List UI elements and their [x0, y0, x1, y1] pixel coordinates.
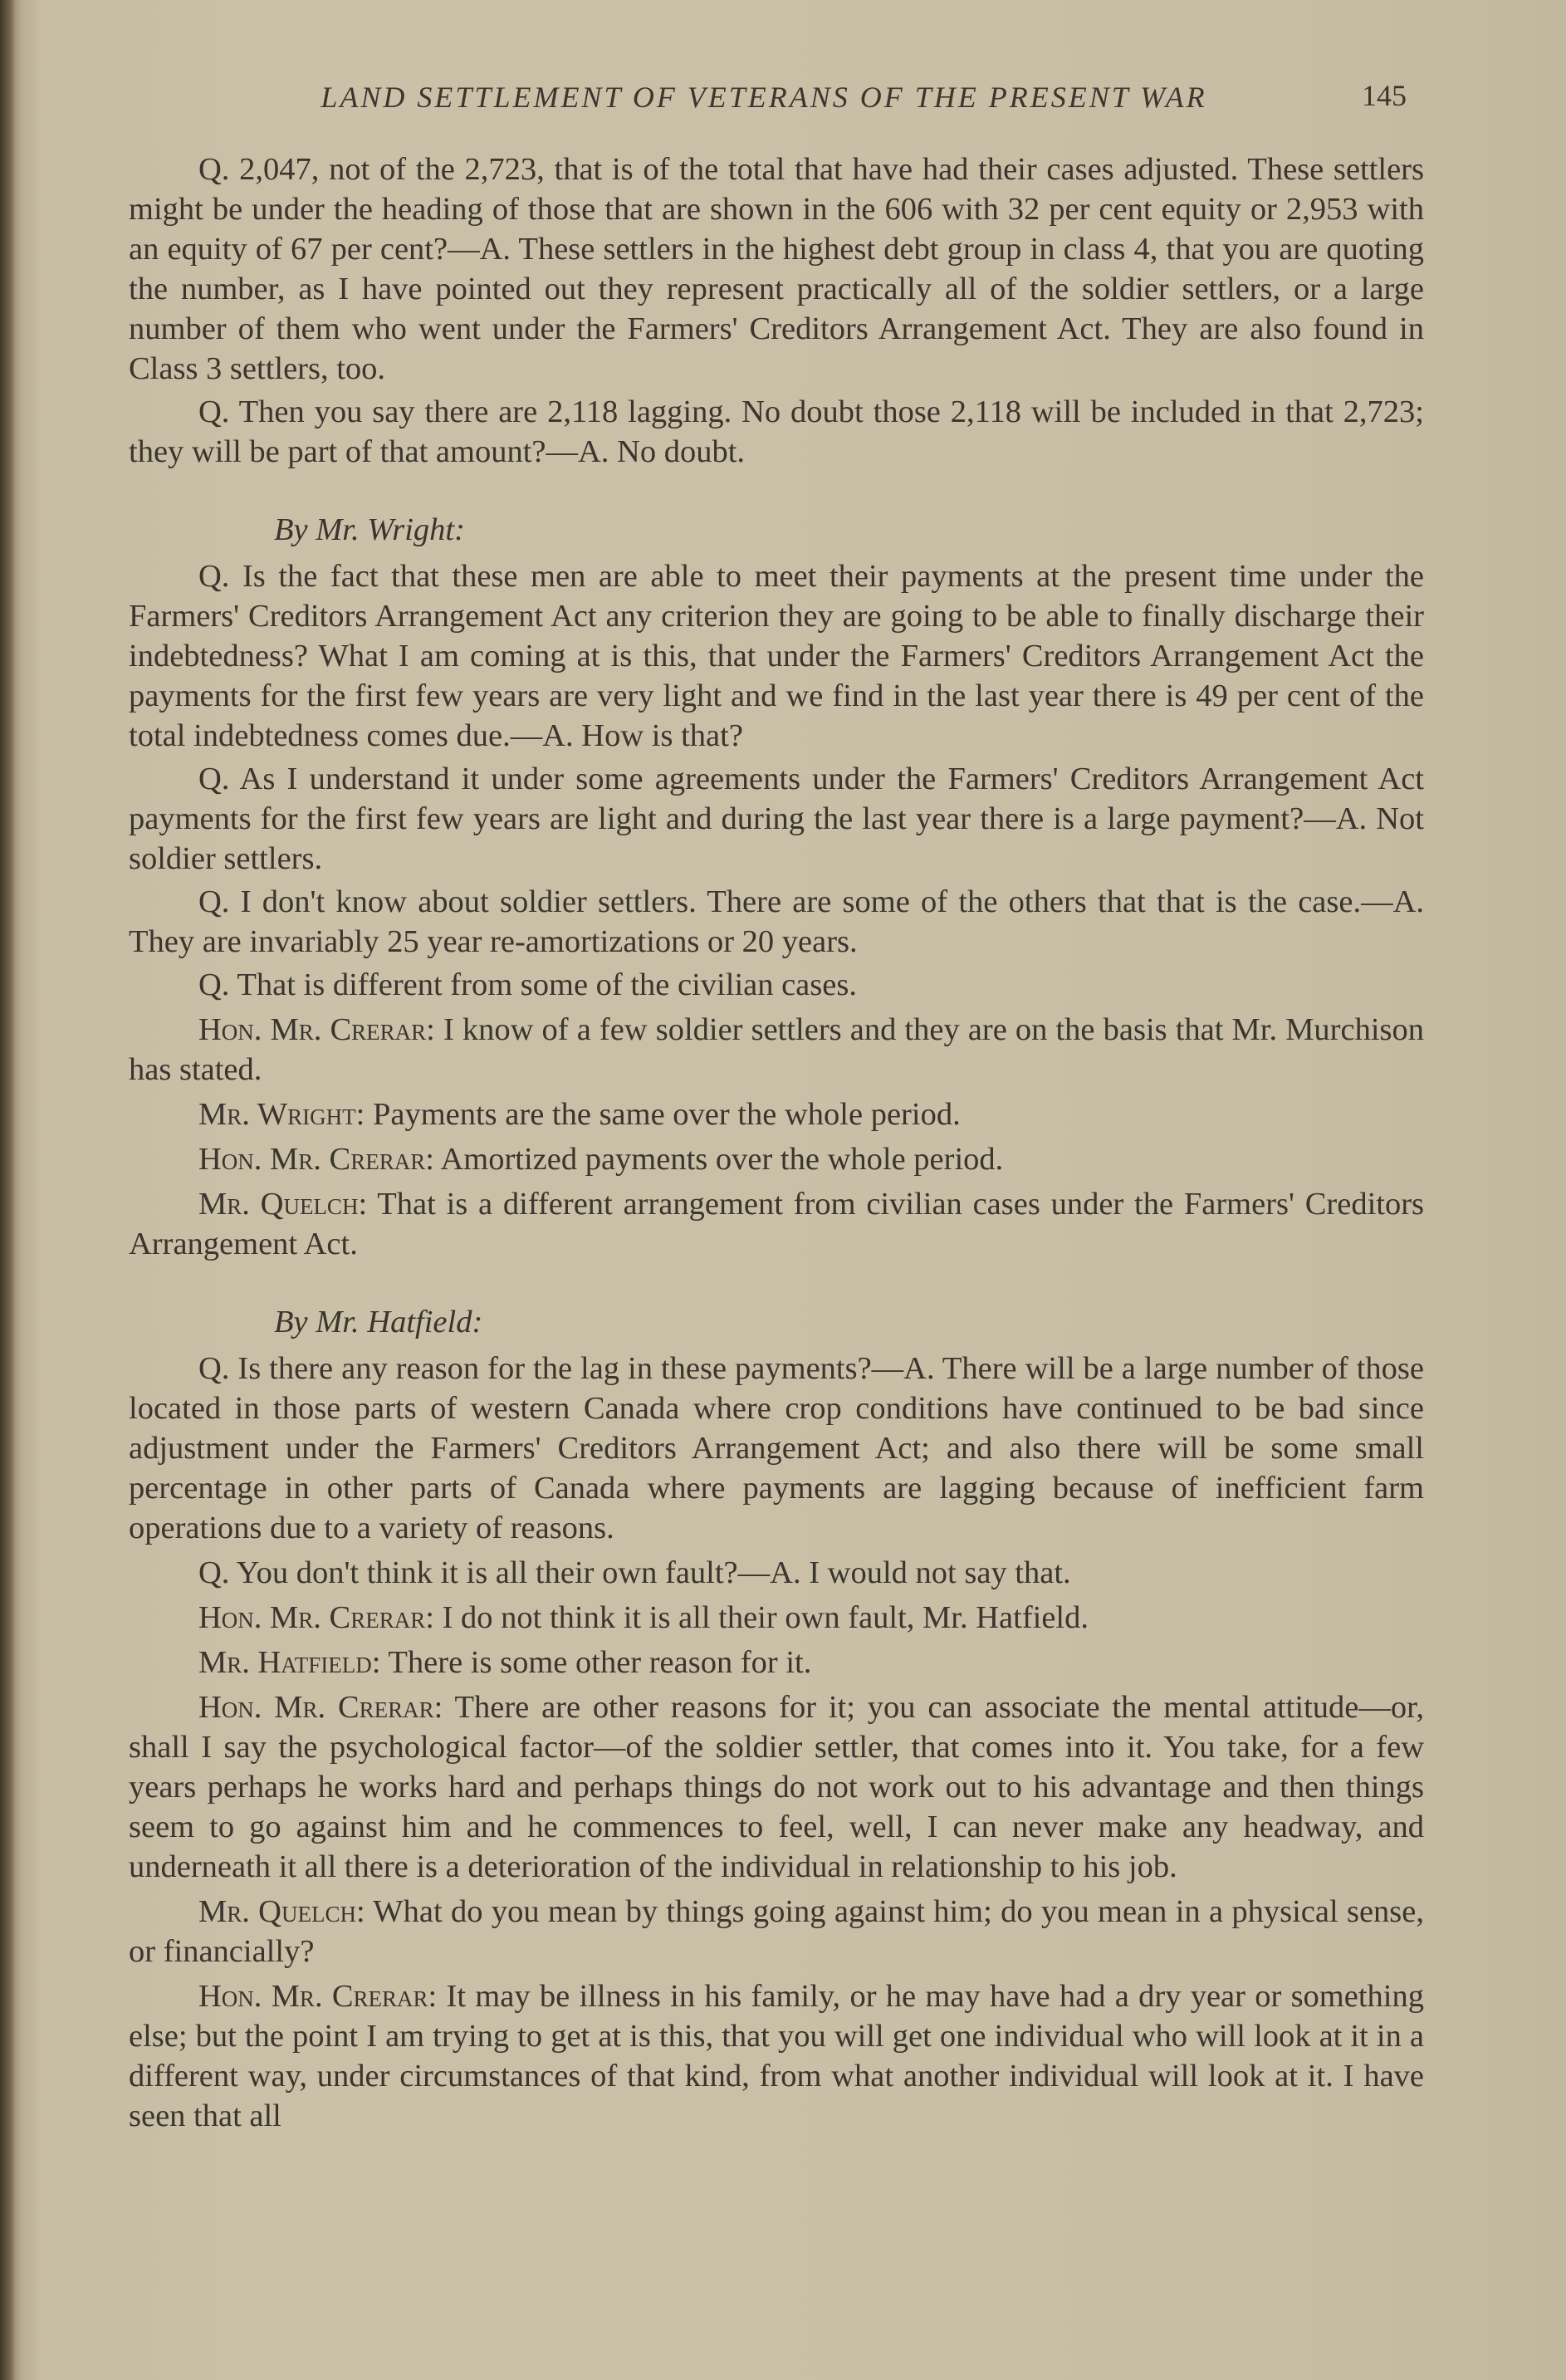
speech-paragraph	[129, 1010, 1424, 1090]
paragraph: Q. Then you say there are 2,118 lagging. No doubt those 2,118 will be included in that 2,723; they will be part of that amount?—A. No doubt.	[129, 394, 1424, 469]
speech-paragraph	[129, 1687, 1424, 1887]
speaker-name: Hon. Mr. Crerar:	[198, 1979, 438, 2014]
speech-text: Payments are the same over the whole period.	[365, 1097, 961, 1132]
speaker-name: Hon. Mr. Crerar:	[198, 1012, 435, 1047]
body-text	[129, 149, 1424, 2139]
paragraph: Q. Is there any reason for the lag in these payments?—A. There will be a large number of those located in those parts of western Canada where crop conditions have continued to be bad since adjustment under the Farmers' Creditors Arrangement Act; and also there will be some small percentage in other parts of Canada where payments are lagging because of inefficient farm operations due to a variety of reasons.	[129, 1351, 1424, 1545]
speech-text: It may be illness in his family, or he may have had a dry year or something else; but the point I am trying to get at is this, that you will get one individual who will look at it in a different way, under circumstances of that kind, from what another individual will look at it. I have seen that all	[129, 1979, 1424, 2133]
speech-text: What do you mean by things going against him; do you mean in a physical sense, or financially?	[129, 1894, 1425, 1969]
examiner-heading: By Mr. Wright:	[274, 512, 465, 547]
speech-text: Amortized payments over the whole period.	[433, 1142, 1004, 1177]
speech-paragraph	[129, 1598, 1424, 1638]
paragraph: Q. I don't know about soldier settlers. There are some of the others that that is the case.—A. They are invariably 25 year re-amortizations or 20 years.	[129, 884, 1424, 959]
speaker-name: Mr. Hatfield:	[198, 1645, 381, 1680]
running-title: LAND SETTLEMENT OF VETERANS OF THE PRESENT WAR	[321, 81, 1207, 114]
speech-text: There is some other reason for it.	[380, 1645, 812, 1680]
paragraph: Q. Is the fact that these men are able to meet their payments at the present time under the Farmers' Creditors Arrangement Act any criterion they are going to be able to finally discharge their indebtedness? What I am coming at is this, that under the Farmers' Creditors Arrangement Act the payments for the first few years are very light and we find in the last year there is 49 per cent of the total indebtedness comes due.—A. How is that?	[129, 559, 1424, 753]
speech-paragraph	[129, 1976, 1424, 2136]
speaker-name: Hon. Mr. Crerar:	[198, 1690, 443, 1725]
binding-edge	[0, 0, 15, 2380]
speech-paragraph	[129, 1184, 1424, 1264]
speech-text: I know of a few soldier settlers and they are on the basis that Mr. Murchison has stated.	[129, 1012, 1425, 1087]
speech-text: That is a different arrangement from civilian cases under the Farmers' Creditors Arrangement Act.	[129, 1187, 1425, 1261]
speaker-name: Mr. Quelch:	[198, 1187, 368, 1222]
speech-text: I do not think it is all their own fault, Mr. Hatfield.	[433, 1600, 1089, 1635]
paragraph: Q. As I understand it under some agreements under the Farmers' Creditors Arrangement Act payments for the first few years are light and during the last year there is a large payment?—A. Not soldier settlers.	[129, 762, 1424, 876]
paragraph: Q. You don't think it is all their own fault?—A. I would not say that.	[198, 1555, 1071, 1590]
speech-paragraph	[129, 1892, 1424, 1971]
examiner-heading: By Mr. Hatfield:	[274, 1305, 483, 1339]
page-number: 145	[1362, 79, 1407, 112]
speech-paragraph	[129, 1643, 1424, 1682]
speaker-name: Mr. Wright:	[198, 1097, 365, 1132]
paragraph: Q. That is different from some of the civilian cases.	[198, 967, 857, 1002]
speech-paragraph	[129, 1095, 1424, 1134]
speaker-name: Mr. Quelch:	[198, 1894, 365, 1929]
speaker-name: Hon. Mr. Crerar:	[198, 1600, 434, 1635]
speaker-name: Hon. Mr. Crerar:	[198, 1142, 434, 1177]
paragraph: Q. 2,047, not of the 2,723, that is of the total that have had their cases adjusted. These settlers might be under the heading of those that are shown in the 606 with 32 per cent equity or 2,953 with an equity of 67 per cent?—A. These settlers in the highest debt group in class 4, that you are quoting the number, as I have pointed out they represent practically all of the soldier settlers, or a large number of them who went under the Farmers' Creditors Arrangement Act. They are also found in Class 3 settlers, too.	[129, 152, 1424, 386]
speech-text: There are other reasons for it; you can associate the mental attitude—or, shall I say the psychological factor—of the soldier settler, that comes into it. You take, for a few years perhaps he works hard and perhaps things do not work out to his advantage and then things seem to go against him and he commences to feel, well, I can never make any headway, and underneath it all there is a deterioration of the individual in relationship to his job.	[129, 1690, 1425, 1884]
speech-paragraph	[129, 1139, 1424, 1179]
